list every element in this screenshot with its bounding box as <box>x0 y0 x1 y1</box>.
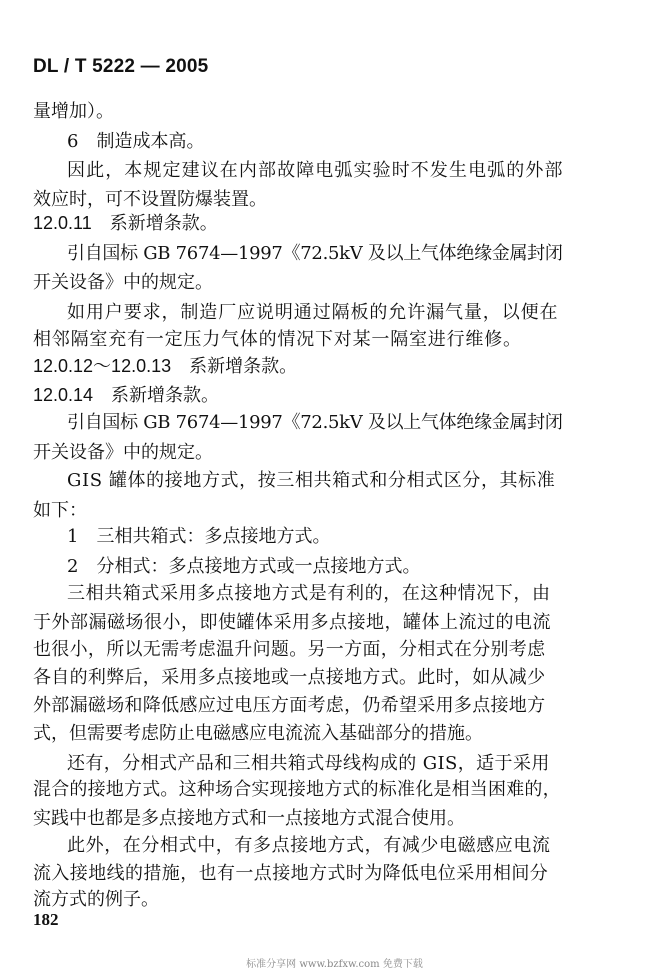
text-line: 如用户要求，制造厂应说明通过隔板的允许漏气量，以便在 <box>67 302 559 323</box>
text-line: 流方式的例子。 <box>33 889 159 910</box>
list-item: 1 三相共箱式：多点接地方式。 <box>67 526 331 547</box>
list-item: 2 分相式：多点接地方式或一点接地方式。 <box>67 556 421 577</box>
text-line: 量增加）。 <box>33 101 114 122</box>
text-line: 效应时，可不设置防爆装置。 <box>33 189 267 210</box>
section-heading: 12.0.14 系新增条款。 <box>33 385 220 405</box>
text-line: 也很小，所以无需考虑温升问题。另一方面，分相式在分别考虑 <box>33 639 546 660</box>
text-line: 引自国标 GB 7674—1997《72.5kV 及以上气体绝缘金属封闭 <box>67 243 563 264</box>
text-line: GIS 罐体的接地方式，按三相共箱式和分相式区分，其标准 <box>67 470 556 491</box>
text-line: 混合的接地方式。这种场合实现接地方式的标准化是相当困难的， <box>33 779 561 800</box>
text-line: 流入接地线的措施，也有一点接地方式时为降低电位采用相间分 <box>33 863 549 884</box>
text-line: 引自国标 GB 7674—1997《72.5kV 及以上气体绝缘金属封闭 <box>67 412 563 433</box>
text-line: 三相共箱式采用多点接地方式是有利的，在这种情况下，由 <box>67 583 551 604</box>
text-line: 此外，在分相式中，有多点接地方式，有减少电磁感应电流 <box>67 835 551 856</box>
list-item: 6 制造成本高。 <box>67 131 205 152</box>
text-line: 外部漏磁场和降低感应过电压方面考虑，仍希望采用多点接地方 <box>33 695 546 716</box>
text-line: 还有，分相式产品和三相共箱式母线构成的 GIS，适于采用 <box>67 753 550 774</box>
text-line: 开关设备》中的规定。 <box>33 272 213 293</box>
text-line: 如下： <box>33 500 87 521</box>
text-line: 相邻隔室充有一定压力气体的情况下对某一隔室进行维修。 <box>33 329 522 350</box>
text-line: 各自的利弊后，采用多点接地或一点接地方式。此时，如从减少 <box>33 667 546 688</box>
footer-watermark: 标准分享网 www.bzfxw.com 免费下载 <box>246 959 423 970</box>
section-heading: 12.0.12～12.0.13 系新增条款。 <box>33 356 298 376</box>
section-heading: 12.0.11 系新增条款。 <box>33 213 218 233</box>
document-header-code: DL / T 5222 — 2005 <box>33 56 209 77</box>
text-line: 于外部漏磁场很小，即使罐体采用多点接地，罐体上流过的电流 <box>33 612 551 633</box>
text-line: 开关设备》中的规定。 <box>33 442 213 463</box>
text-line: 因此，本规定建议在内部故障电弧实验时不发生电弧的外部 <box>67 160 564 181</box>
text-line: 式，但需要考虑防止电磁感应电流流入基础部分的措施。 <box>33 723 483 744</box>
page-number: 182 <box>33 910 59 929</box>
text-line: 实践中也都是多点接地方式和一点接地方式混合使用。 <box>33 808 465 829</box>
